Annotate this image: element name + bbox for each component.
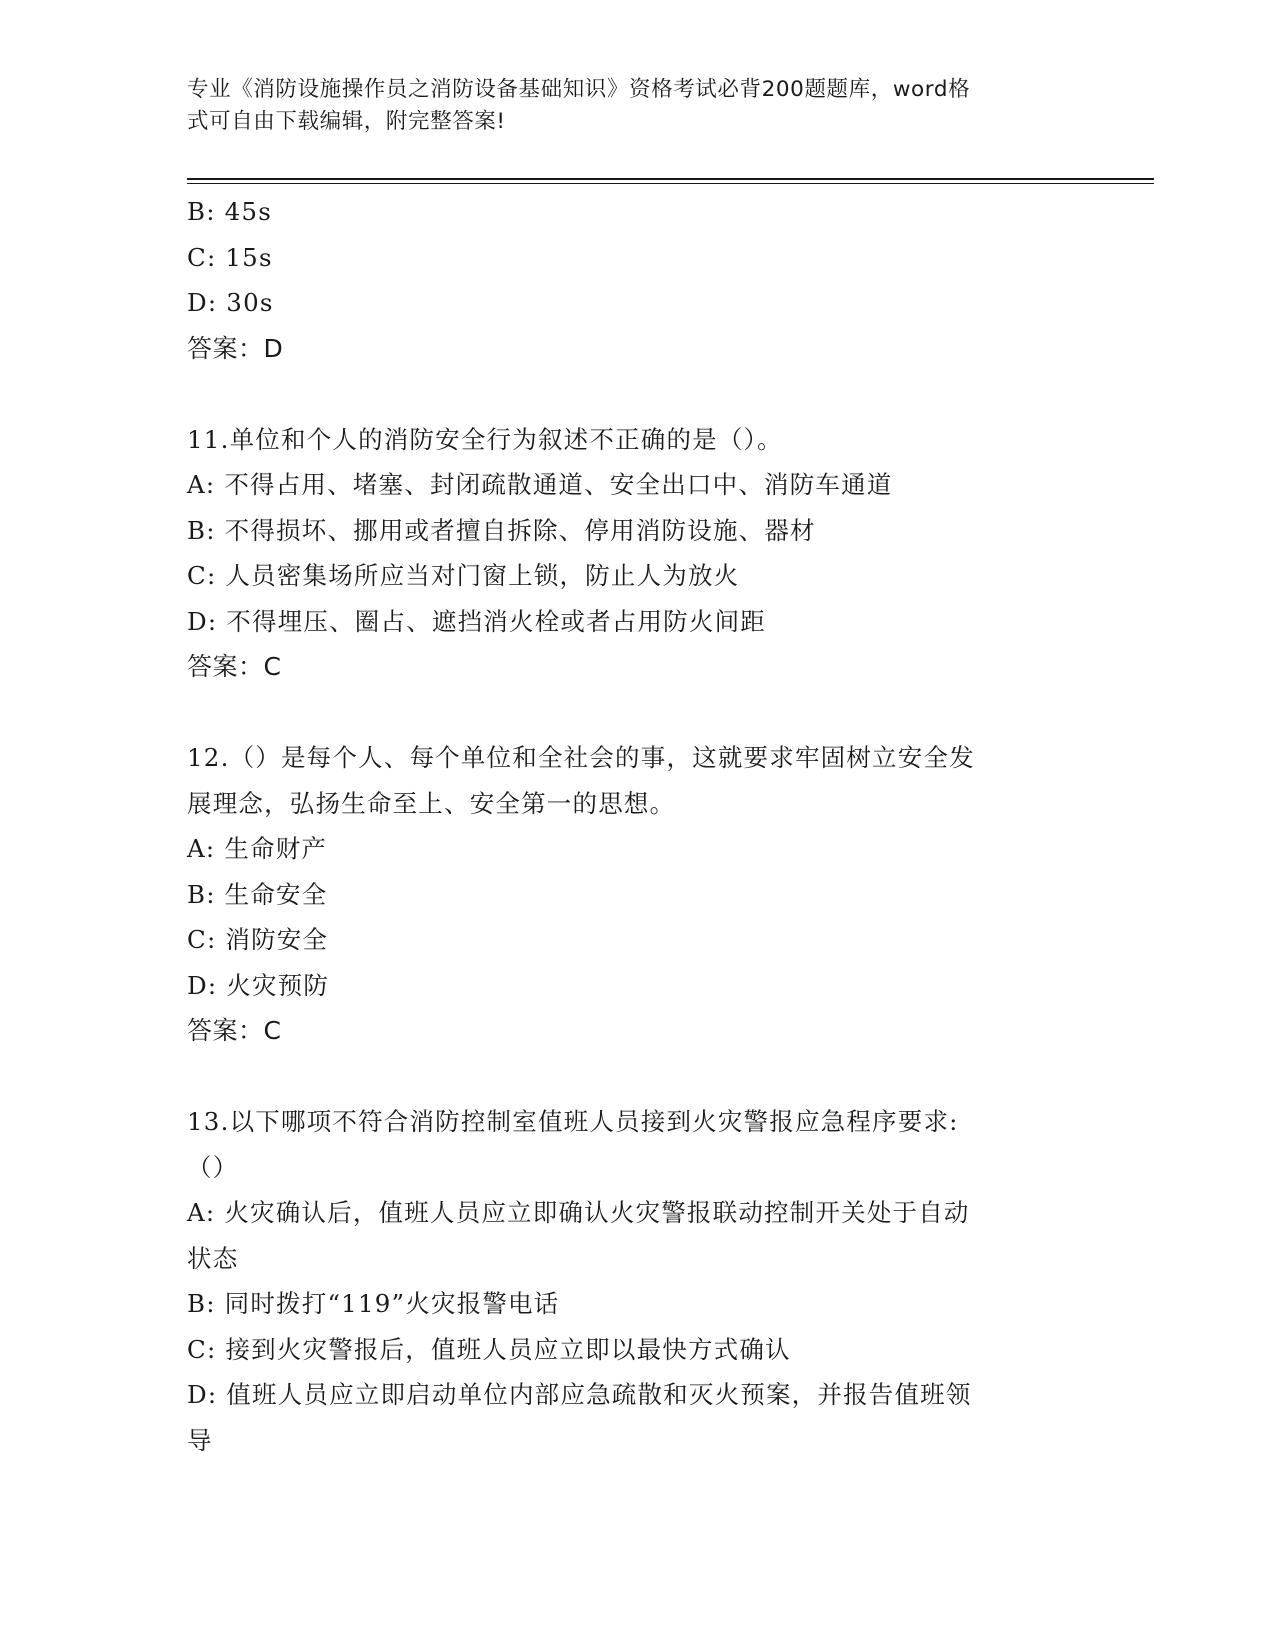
question-stem-line-1: 13.以下哪项不符合消防控制室值班人员接到火灾警报应急程序要求: <box>187 1107 959 1136</box>
question-stem-line-2: （） <box>187 1152 239 1182</box>
header-line-2: 式可自由下载编辑，附完整答案! <box>187 109 506 134</box>
header-line-1: 专业《消防设施操作员之消防设备基础知识》资格考试必背200题题库，word格 <box>187 77 971 102</box>
question-stem-line-1: 12.（）是每个人、每个单位和全社会的事，这就要求牢固树立安全发 <box>187 743 975 772</box>
answer-line: 答案：D <box>187 333 284 363</box>
option-d: D: 30s <box>187 288 274 317</box>
header-rule-thin <box>187 183 1154 184</box>
option-d: D: 不得埋压、圈占、遮挡消火栓或者占用防火间距 <box>187 606 766 636</box>
question-10 <box>187 189 1077 371</box>
question-12 <box>187 735 1077 1054</box>
option-d-line-2: 导 <box>187 1425 213 1455</box>
answer-line: 答案：C <box>187 652 282 681</box>
answer-line: 答案：C <box>187 1016 282 1045</box>
option-b: B: 不得损坏、挪用或者擅自拆除、停用消防设施、器材 <box>187 515 816 545</box>
option-b: B: 45s <box>187 197 272 226</box>
question-stem-line-2: 展理念，弘扬生命至上、安全第一的思想。 <box>187 788 676 818</box>
option-d: D: 火灾预防 <box>187 970 330 1000</box>
question-11 <box>187 417 1077 690</box>
question-13 <box>187 1099 1077 1463</box>
spacer <box>187 1054 1077 1100</box>
spacer <box>187 690 1077 736</box>
option-c: C: 人员密集场所应当对门窗上锁，防止人为放火 <box>187 561 740 590</box>
option-a: A: 不得占用、堵塞、封闭疏散通道、安全出口中、消防车通道 <box>187 470 893 499</box>
option-c: C: 消防安全 <box>187 925 329 954</box>
option-a: A: 生命财产 <box>187 834 328 863</box>
question-content <box>187 189 1077 1463</box>
question-stem: 11.单位和个人的消防安全行为叙述不正确的是（）。 <box>187 424 783 454</box>
option-c: C: 接到火灾警报后，值班人员应立即以最快方式确认 <box>187 1334 791 1364</box>
option-b: B: 生命安全 <box>187 879 328 909</box>
header-rule-thick <box>187 178 1154 180</box>
option-d-line-1: D: 值班人员应立即启动单位内部应急疏散和灭火预案，并报告值班领 <box>187 1380 972 1409</box>
spacer <box>187 371 1077 417</box>
option-a-line-2: 状态 <box>187 1243 239 1273</box>
document-header <box>187 74 1067 138</box>
option-a-line-1: A: 火灾确认后，值班人员应立即确认火灾警报联动控制开关处于自动 <box>187 1198 970 1227</box>
option-b: B: 同时拨打“119”火灾报警电话 <box>187 1289 560 1318</box>
option-c: C: 15s <box>187 242 273 272</box>
